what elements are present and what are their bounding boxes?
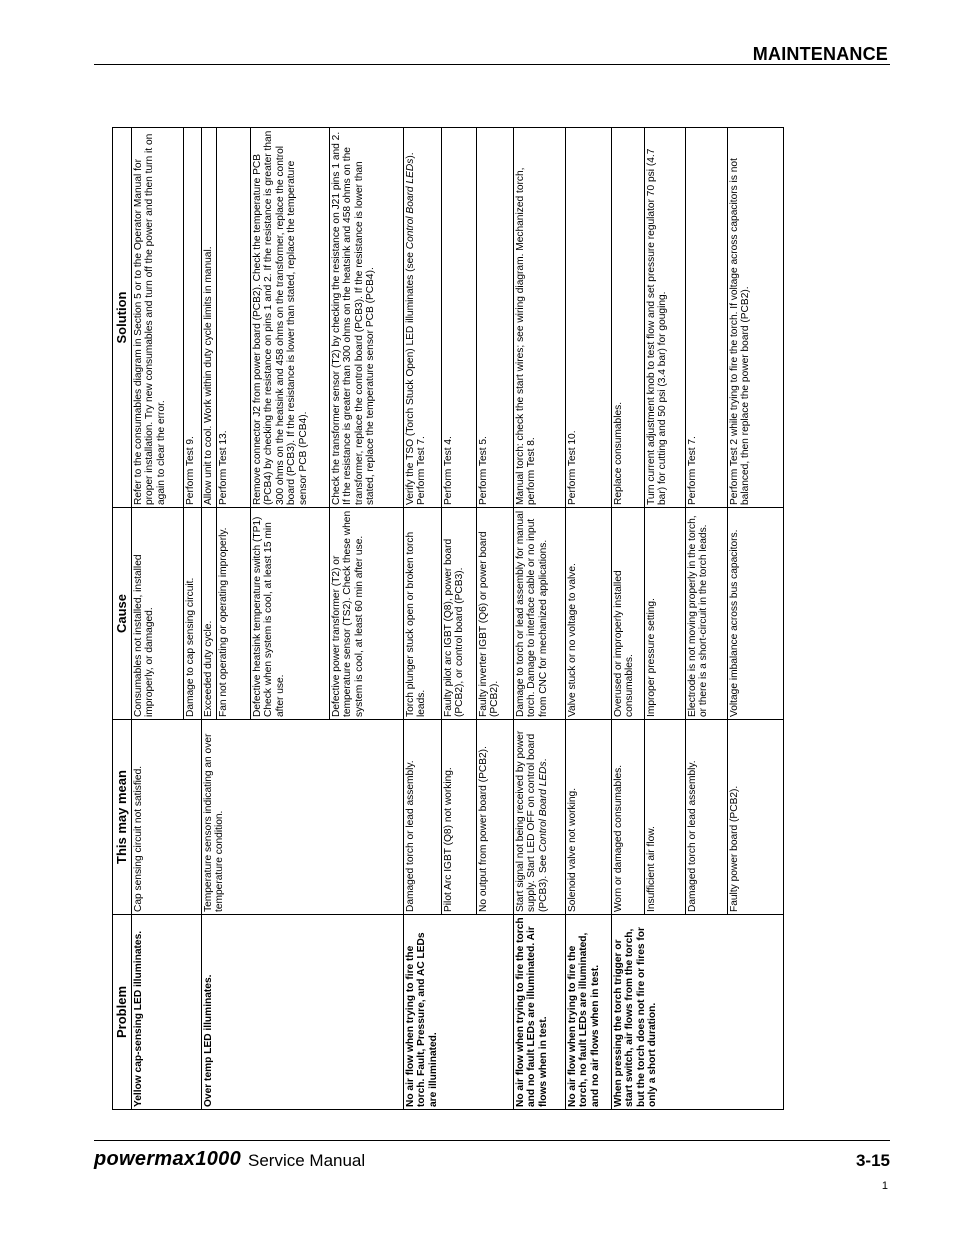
meaning-text: Start signal not being received by power supply. Start LED OFF on control board (PCB3). See	[515, 730, 549, 912]
meaning-cell: Solenoid valve not working.	[566, 720, 612, 915]
solution-text: Verify the TSO (Torch Stuck Open) LED illuminates (see	[405, 249, 416, 505]
header-rule	[94, 64, 890, 65]
table-row	[132, 128, 184, 1110]
page-number: 3-15	[855, 1151, 890, 1170]
solution-cell: Manual torch: check the start wires; see wiring diagram. Mechanized torch, perform Test 8.	[514, 128, 566, 508]
meaning-cell	[514, 720, 566, 915]
table-row	[612, 128, 645, 1110]
cause-cell: Fan not operating or operating improperly.	[217, 508, 251, 720]
cause-cell: Voltage imbalance across bus capacitors.	[728, 508, 784, 720]
meaning-cell: No output from power board (PCB2).	[477, 720, 514, 915]
cause-cell: Valve stuck or no voltage to valve.	[566, 508, 612, 720]
table-row	[566, 128, 612, 1110]
meaning-cell: Damaged torch or lead assembly.	[686, 720, 728, 915]
manual-title: Service Manual	[248, 1151, 366, 1170]
solution-cell: Perform Test 4.	[442, 128, 477, 508]
solution-cell: Replace consumables.	[612, 128, 645, 508]
problem-cell: Over temp LED illuminates.	[202, 915, 404, 1110]
page-sub-number: 1	[881, 1180, 888, 1192]
section-title: MAINTENANCE	[752, 44, 888, 64]
solution-cell: Remove connector J2 from power board (PCB2). Check the temperature PCB (PCB4) by checking the resistance on pins 1 and 2. If the resistance is greater than 300 ohms on the heatsink and 458 ohms on the transformer, replace the control board (PCB3). If the resistance is lower than stated, replace the temperature sensor PCB (PCB4).	[251, 128, 330, 508]
solution-cell: Perform Test 13.	[217, 128, 251, 508]
brand-logo: powermax1000	[94, 1148, 242, 1170]
solution-cell	[404, 128, 442, 508]
table-row	[202, 128, 217, 1110]
table-row	[404, 128, 442, 1110]
solution-cell: Allow unit to cool. Work within duty cycle limits in manual.	[202, 128, 217, 508]
cause-cell: Exceeded duty cycle.	[202, 508, 217, 720]
cause-cell: Damage to cap sensing circuit.	[184, 508, 202, 720]
meaning-cell: Faulty power board (PCB2).	[728, 720, 784, 915]
solution-reference: Control Board LEDs	[405, 158, 416, 250]
solution-cell: Perform Test 5.	[477, 128, 514, 508]
problem-cell: No air flow when trying to fire the torch, no fault LEDs are illuminated, and no air flows when in test.	[566, 915, 612, 1110]
cause-cell: Overused or improperly installed consumables.	[612, 508, 645, 720]
meaning-reference: Control Board LEDs	[537, 761, 549, 852]
cause-cell: Improper pressure setting.	[645, 508, 686, 720]
cause-cell: Consumables not installed, installed improperly, or damaged.	[132, 508, 184, 720]
cause-cell: Faulty pilot arc IGBT (Q8), power board (PCB2), or control board (PCB3).	[442, 508, 477, 720]
problem-cell: No air flow when trying to fire the torch. Fault, Pressure, and AC LEDs are illuminated.	[404, 915, 514, 1110]
meaning-cell: Cap sensing circuit not satisfied.	[132, 720, 202, 915]
solution-cell: Perform Test 10.	[566, 128, 612, 508]
header-solution: Solution	[113, 128, 132, 508]
table-header-row	[113, 128, 132, 1110]
cause-cell: Defective power transformer (T2) or temperature sensor (TS2). Check these when system is cool, at least 60 min after use.	[330, 508, 404, 720]
cause-cell: Torch plunger stuck open or broken torch leads.	[404, 508, 442, 720]
troubleshooting-table-rotated	[112, 128, 784, 1110]
header-problem: Problem	[113, 915, 132, 1110]
meaning-cell: Insufficient air flow.	[645, 720, 686, 915]
header-cause: Cause	[113, 508, 132, 720]
troubleshooting-table	[112, 127, 784, 1110]
header-meaning: This may mean	[113, 720, 132, 915]
solution-cell: Perform Test 7.	[686, 128, 728, 508]
solution-cell: Perform Test 9.	[184, 128, 202, 508]
solution-cell: Turn current adjustment knob to test flow and set pressure regulator 70 psi (4.7 bar) for cutting and 50 psi (3.4 bar) for gouging.	[645, 128, 686, 508]
meaning-text: .	[537, 758, 549, 762]
table-row	[514, 128, 566, 1110]
problem-cell: Yellow cap-sensing LED illuminates.	[132, 915, 202, 1110]
solution-text: ). Perform Test 7.	[405, 152, 428, 505]
meaning-cell: Damaged torch or lead assembly.	[404, 720, 442, 915]
solution-cell: Perform Test 2 while trying to fire the torch. If voltage across capacitors is not balanced, then replace the power board (PCB2).	[728, 128, 784, 508]
meaning-cell: Worn or damaged consumables.	[612, 720, 645, 915]
cause-cell: Defective heatsink temperature switch (TP1) Check when system is cool, at least 15 min after use.	[251, 508, 330, 720]
meaning-cell: Temperature sensors indicating an over temperature condition.	[202, 720, 404, 915]
problem-cell: When pressing the torch trigger or start switch, air flows from the torch, but the torch does not fire or fires for only a short duration.	[612, 915, 784, 1110]
cause-cell: Damage to torch or lead assembly for manual torch. Damage to interface cable or no input from CNC for mechanized applications.	[514, 508, 566, 720]
problem-cell: No air flow when trying to fire the torch and no fault LEDs are illuminated. Air flows when in test.	[514, 915, 566, 1110]
meaning-cell: Pilot Arc IGBT (Q8) not working.	[442, 720, 477, 915]
cause-cell: Electrode is not moving properly in the torch, or there is a short-circuit in the torch leads.	[686, 508, 728, 720]
solution-cell: Check the transformer sensor (T2) by checking the resistance on J21 pins 1 and 2. If the resistance is greater than 300 ohms on the heatsink and 458 ohms on the transformer, replace the control board (PCB3). If the resistance is lower than stated, replace the temperature sensor PCB (PCB4).	[330, 128, 404, 508]
footer-rule	[94, 1140, 890, 1141]
solution-cell: Refer to the consumables diagram in Section 5 or to the Operator Manual for proper installation. Try new consumables and turn off the power and then turn it on again to clear the error.	[132, 128, 184, 508]
cause-cell: Faulty inverter IGBT (Q6) or power board (PCB2).	[477, 508, 514, 720]
